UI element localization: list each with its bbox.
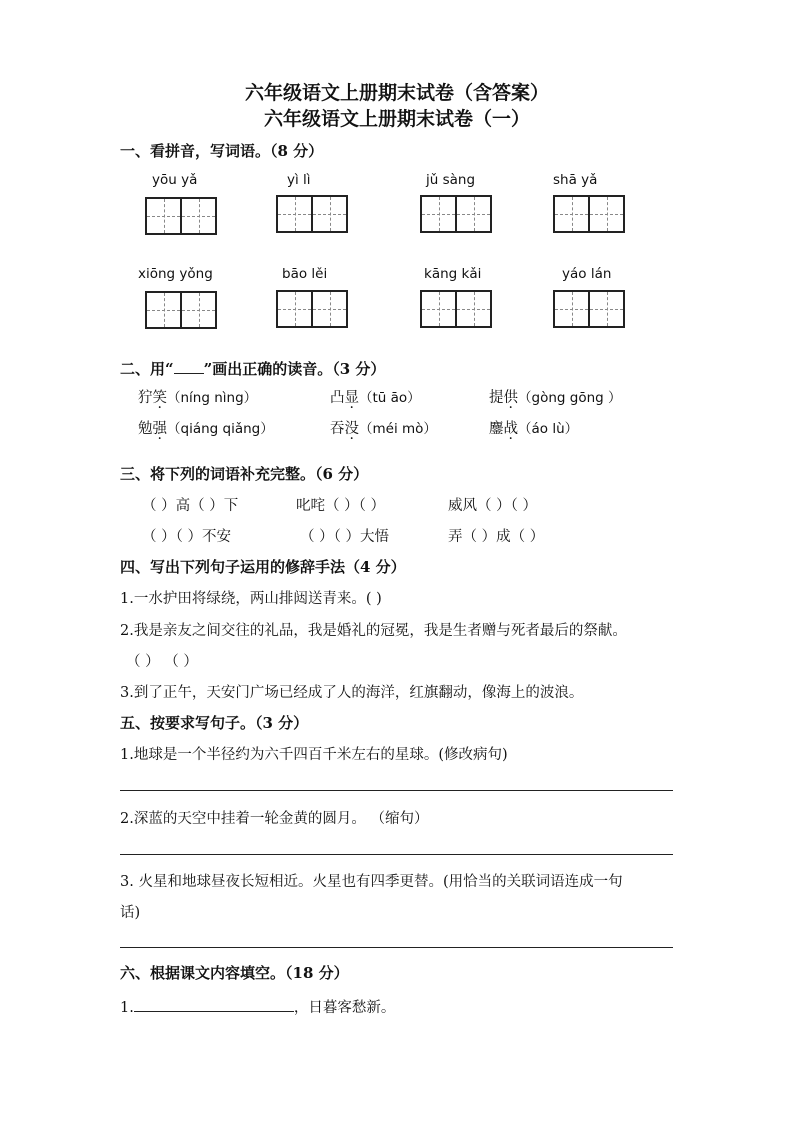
section-2-heading — [120, 358, 385, 379]
sentence-q2: 2.深蓝的天空中挂着一轮金黄的圆月。 （缩句） — [120, 811, 429, 827]
rhetoric-q2-answers[interactable]: （ ） （ ） — [126, 654, 198, 670]
reading-char: 鏖 — [489, 421, 504, 437]
writing-box-3[interactable] — [420, 195, 492, 233]
reading-pinyin[interactable]: （tū āo） — [359, 390, 421, 406]
idiom-item-6[interactable]: 弄（ ）成（ ） — [448, 529, 545, 545]
answer-line-2[interactable] — [120, 854, 673, 855]
reading-char: 吞 — [330, 421, 345, 437]
reading-pinyin[interactable]: （níng nìng） — [167, 390, 258, 406]
reading-char-dotted: 强 — [152, 421, 167, 437]
reading-char: 狞 — [138, 390, 153, 406]
underline-sample — [174, 361, 204, 374]
idiom-item-2[interactable]: 叱咤（ ）（ ） — [296, 498, 385, 514]
sentence-q3-cont: 话) — [120, 905, 141, 921]
reading-pinyin[interactable]: （gòng gōng ） — [518, 390, 622, 406]
writing-box-7[interactable] — [420, 290, 492, 328]
section-2-heading-b: ”画出正确的读音。（3 分） — [203, 360, 386, 378]
fill-q1 — [120, 996, 395, 1017]
reading-char-dotted: 战 — [503, 421, 518, 437]
reading-char: 凸 — [330, 390, 345, 406]
rhetoric-q3: 3.到了正午，天安门广场已经成了人的海洋，红旗翻动，像海上的波浪。 — [120, 685, 584, 701]
reading-char-dotted: 没 — [344, 421, 359, 437]
writing-box-5[interactable] — [145, 291, 217, 329]
pinyin-5: xiōng yǒng — [138, 266, 213, 282]
reading-item-2 — [330, 386, 421, 407]
pinyin-8: yáo lán — [562, 266, 612, 282]
sentence-q1: 1.地球是一个半径约为六千四百千米左右的星球。(修改病句) — [120, 747, 508, 763]
pinyin-4: shā yǎ — [553, 172, 598, 188]
idiom-item-5[interactable]: （ ）（ ）大悟 — [300, 529, 389, 545]
reading-pinyin[interactable]: （qiáng qiǎng） — [167, 421, 274, 437]
pinyin-6: bāo lěi — [282, 266, 328, 282]
section-2-heading-a: 二、用“ — [120, 360, 174, 378]
fill-blank[interactable] — [134, 997, 294, 1012]
reading-char-dotted: 笑 — [152, 390, 167, 406]
page-title-2: 六年级语文上册期末试卷（一） — [263, 108, 530, 130]
answer-line-3[interactable] — [120, 947, 673, 948]
pinyin-3: jǔ sàng — [426, 172, 476, 188]
writing-box-2[interactable] — [276, 195, 348, 233]
writing-box-1[interactable] — [145, 197, 217, 235]
writing-box-6[interactable] — [276, 290, 348, 328]
fill-q1-suffix: ，日暮客愁新。 — [293, 1000, 396, 1016]
rhetoric-q1: 1.一水护田将绿绕，两山排闼送青来。( ) — [120, 591, 382, 607]
sentence-q3: 3. 火星和地球昼夜长短相近。火星也有四季更替。(用恰当的关联词语连成一句 — [120, 874, 623, 890]
section-4-heading: 四、写出下列句子运用的修辞手法（4 分） — [120, 558, 406, 576]
reading-item-4 — [138, 417, 274, 438]
reading-item-5 — [330, 417, 437, 438]
idiom-item-4[interactable]: （ ）（ ）不安 — [142, 529, 231, 545]
reading-char: 提 — [489, 390, 504, 406]
idiom-item-1[interactable]: （ ）高（ ）下 — [142, 498, 239, 514]
section-1-heading: 一、看拼音，写词语。（8 分） — [120, 142, 324, 160]
page-title-1: 六年级语文上册期末试卷（含答案） — [244, 82, 549, 104]
pinyin-7: kāng kǎi — [424, 266, 482, 282]
pinyin-1: yōu yǎ — [152, 172, 198, 188]
writing-box-8[interactable] — [553, 290, 625, 328]
reading-char: 勉 — [138, 421, 153, 437]
section-6-heading: 六、根据课文内容填空。（18 分） — [120, 964, 349, 982]
reading-char-dotted: 显 — [344, 390, 359, 406]
pinyin-2: yì lì — [287, 172, 311, 188]
reading-item-3 — [489, 386, 622, 407]
section-3-heading: 三、将下列的词语补充完整。（6 分） — [120, 465, 369, 483]
fill-q1-prefix: 1. — [120, 1000, 134, 1016]
section-5-heading: 五、按要求写句子。（3 分） — [120, 714, 309, 732]
reading-item-1 — [138, 386, 257, 407]
answer-line-1[interactable] — [120, 790, 673, 791]
idiom-item-3[interactable]: 威风（ ）（ ） — [448, 498, 537, 514]
reading-item-6 — [489, 417, 578, 438]
writing-box-4[interactable] — [553, 195, 625, 233]
reading-pinyin[interactable]: （méi mò） — [359, 421, 437, 437]
reading-pinyin[interactable]: （áo lù） — [518, 421, 579, 437]
reading-char-dotted: 供 — [503, 390, 518, 406]
rhetoric-q2: 2.我是亲友之间交往的礼品，我是婚礼的冠冕，我是生者赠与死者最后的祭献。 — [120, 623, 627, 639]
